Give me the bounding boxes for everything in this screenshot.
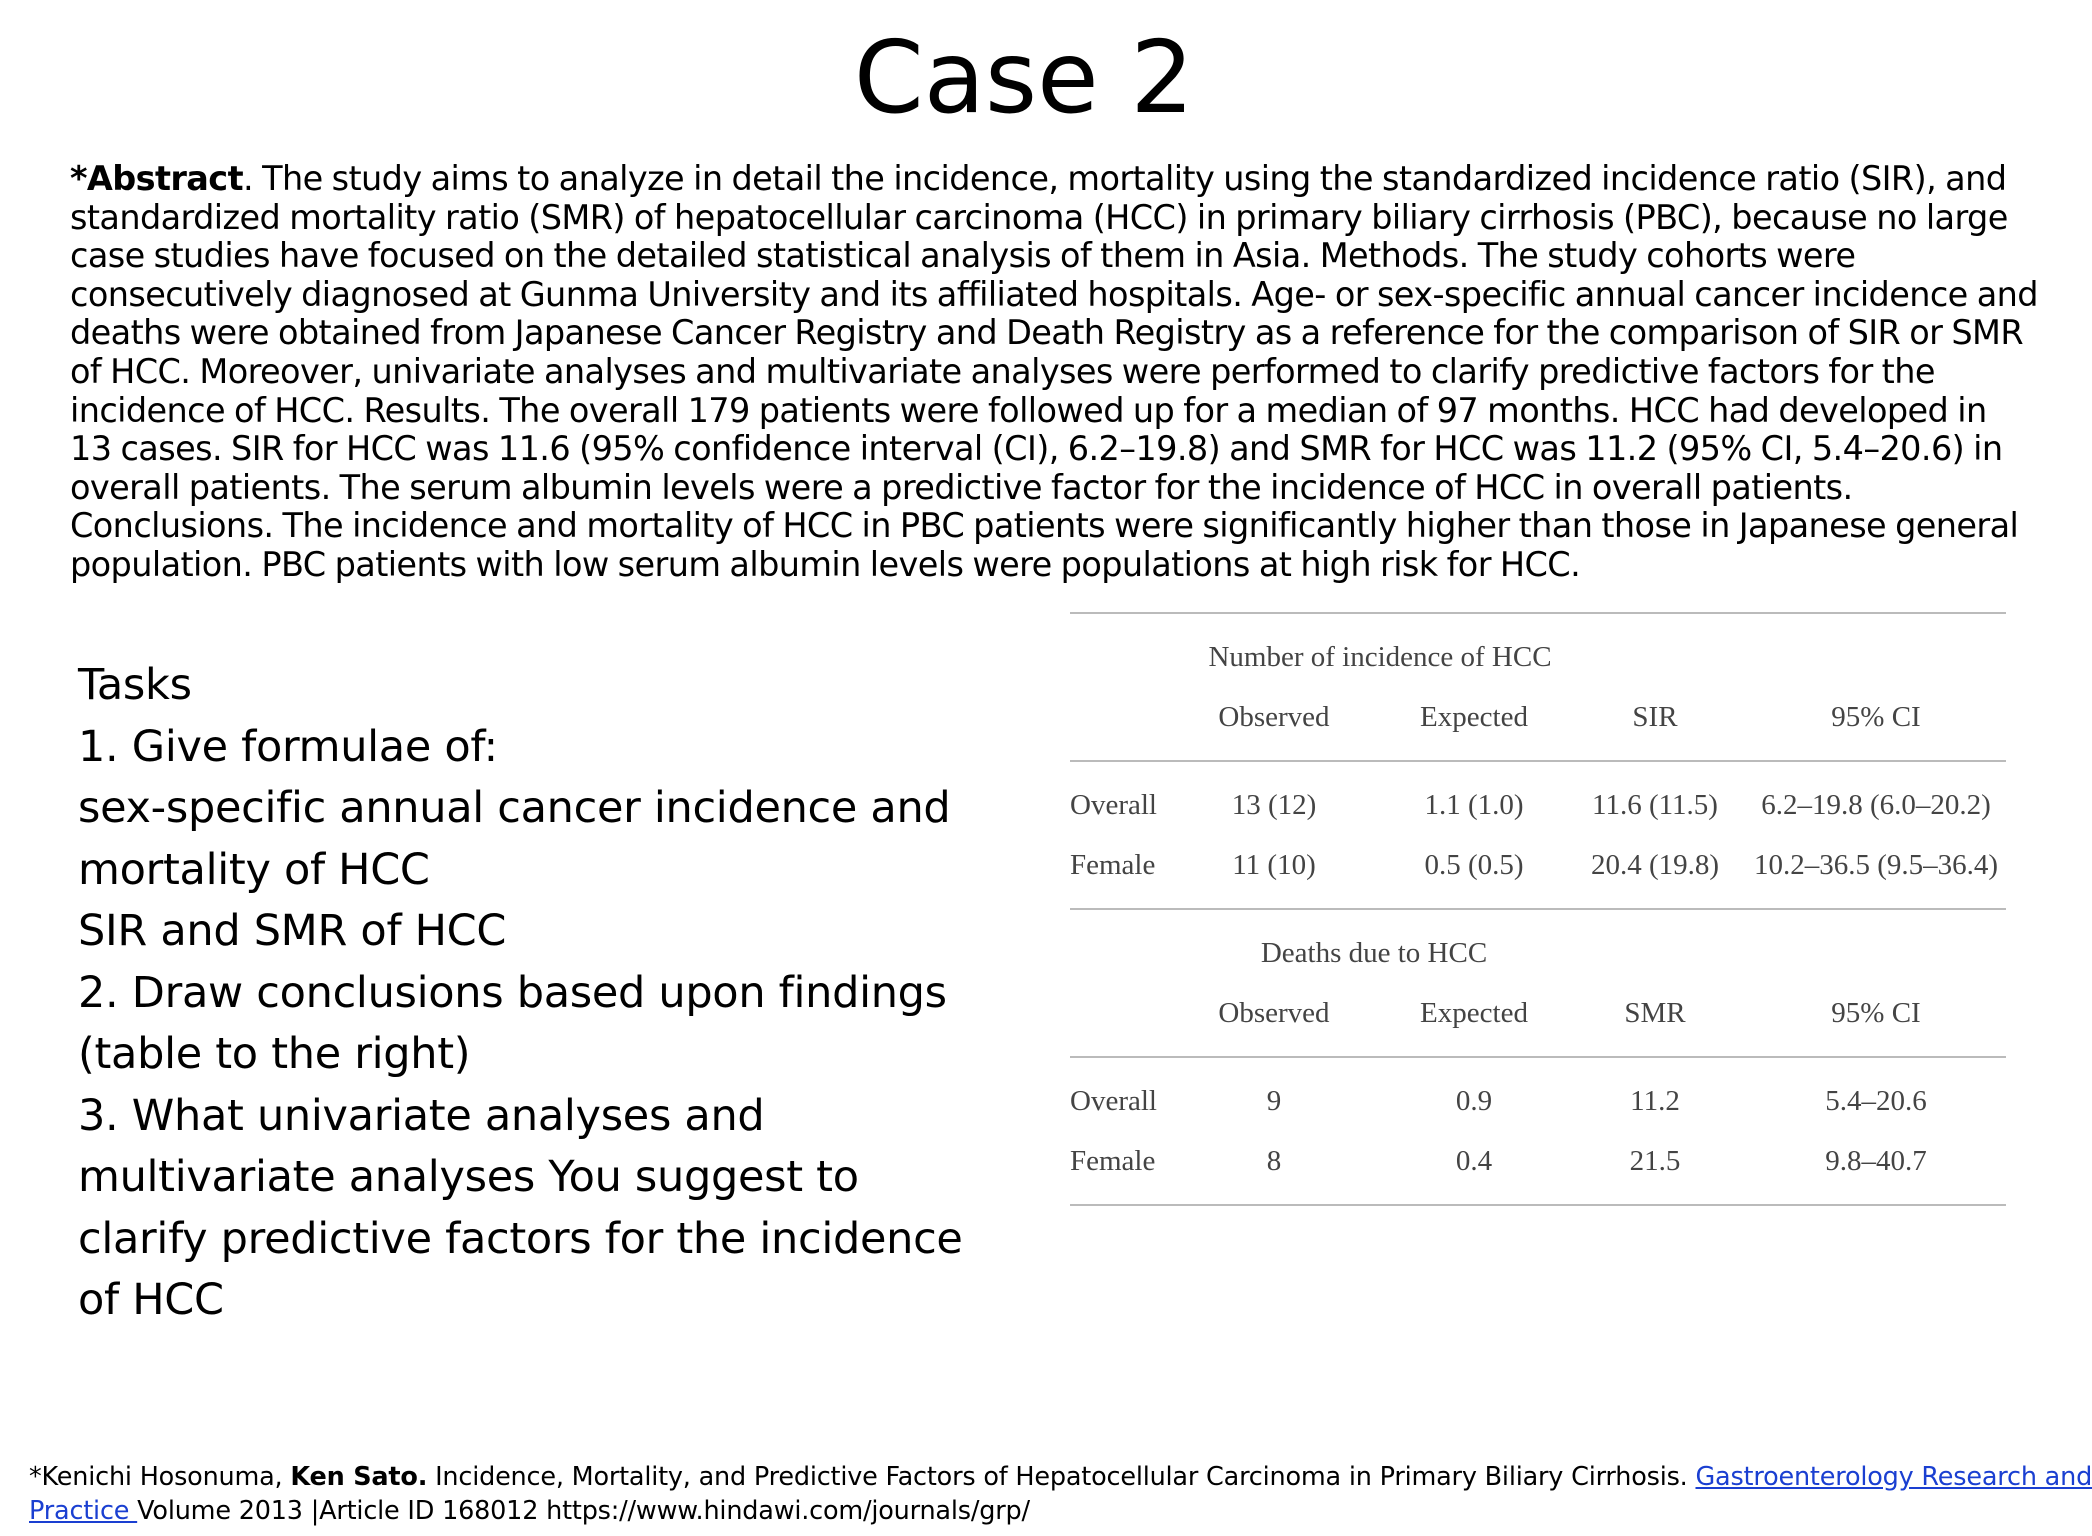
abstract-line: overall patients. The serum albumin levels were a predictive factor for the incidence of HCC in overall patients. — [70, 467, 1853, 507]
task-line: SIR and SMR of HCC — [78, 906, 507, 956]
column-header-expected: Expected — [1420, 701, 1528, 733]
abstract-line: consecutively diagnosed at Gunma University and its affiliated hospitals. Age- or sex-specific annual cancer incidence and — [70, 274, 2038, 314]
table-cell: 9.8–40.7 — [1825, 1145, 1927, 1177]
abstract-line: of HCC. Moreover, univariate analyses and multivariate analyses were performed to clarify predictive factors for the — [70, 351, 1935, 391]
table-cell: 1.1 (1.0) — [1424, 789, 1524, 821]
abstract-line: case studies have focused on the detailed statistical analysis of them in Asia. Methods. The study cohorts were — [70, 236, 1856, 276]
row-label-overall: Overall — [1070, 1085, 1157, 1117]
task-line: (table to the right) — [78, 1029, 471, 1079]
table-cell: 11.6 (11.5) — [1592, 789, 1718, 821]
deaths-section-header: Deaths due to HCC — [1260, 937, 1488, 969]
column-header-observed: Observed — [1218, 701, 1330, 733]
citation-footnote — [29, 1460, 2092, 1528]
task-line: mortality of HCC — [78, 844, 430, 895]
table-cell: 6.2–19.8 (6.0–20.2) — [1761, 789, 1991, 821]
slide-title: Case 2 — [853, 19, 1195, 136]
abstract-paragraph — [70, 159, 2038, 585]
table-cell: 11 (10) — [1232, 849, 1316, 881]
table-cell: 21.5 — [1629, 1145, 1681, 1177]
row-label-overall: Overall — [1070, 789, 1157, 821]
citation-line: Practice Volume 2013 |Article ID 168012 https://www.hindawi.com/journals/grp/ — [29, 1496, 1030, 1526]
task-line: 3. What univariate analyses and — [78, 1090, 765, 1141]
tasks-heading: Tasks — [78, 660, 192, 710]
table-cell: 10.2–36.5 (9.5–36.4) — [1753, 849, 1999, 881]
table-cell: 0.5 (0.5) — [1424, 849, 1524, 881]
tasks-list — [78, 655, 978, 1332]
table-rule-top — [1070, 612, 2006, 614]
table-cell: 8 — [1266, 1145, 1282, 1177]
table-rule — [1070, 1056, 2006, 1058]
table-cell: 0.9 — [1455, 1085, 1493, 1117]
task-line: clarify predictive factors for the incidence — [78, 1213, 963, 1264]
table-cell: 0.4 — [1455, 1145, 1493, 1177]
task-line: 1. Give formulae of: — [78, 721, 498, 772]
table-rule-bottom — [1070, 1204, 2006, 1206]
abstract-line: deaths were obtained from Japanese Cancer Registry and Death Registry as a reference for the comparison of SIR or SMR — [70, 313, 2024, 353]
incidence-section-header: Number of incidence of HCC — [1208, 641, 1552, 673]
table-cell: 11.2 — [1630, 1085, 1680, 1117]
citation-author: Ken Sato. — [290, 1462, 428, 1492]
abstract-line: Conclusions. The incidence and mortality of HCC in PBC patients were significantly higher than those in Japanese general — [70, 506, 2019, 546]
row-label-female: Female — [1070, 849, 1156, 881]
abstract-label: *Abstract — [70, 159, 243, 198]
journal-link[interactable]: Gastroenterology Research and — [1695, 1462, 2092, 1492]
table-cell: 9 — [1266, 1085, 1282, 1117]
abstract-line: 13 cases. SIR for HCC was 11.6 (95% confidence interval (CI), 6.2–19.8) and SMR for HCC was 11.2 (95% CI, 5.4–20.6) in — [70, 429, 2003, 469]
task-line: 2. Draw conclusions based upon findings — [78, 967, 947, 1018]
column-header-sir: SIR — [1632, 701, 1678, 733]
citation-line: *Kenichi Hosonuma, Ken Sato. Incidence, Mortality, and Predictive Factors of Hepatocellular Carcinoma in Primary Biliary Cirrhosis. Gastroenterology Research and — [29, 1462, 2092, 1492]
abstract-line: incidence of HCC. Results. The overall 179 patients were followed up for a median of 97 months. HCC had developed in — [70, 390, 1987, 430]
abstract-line: population. PBC patients with low serum albumin levels were populations at high risk for HCC. — [70, 544, 1581, 584]
task-line: multivariate analyses You suggest to — [78, 1152, 859, 1202]
column-header-expected: Expected — [1420, 997, 1528, 1029]
column-header-ci: 95% CI — [1831, 701, 1921, 733]
abstract-line: *Abstract. The study aims to analyze in detail the incidence, mortality using the standardized incidence ratio (SIR), and — [70, 159, 2007, 198]
table-rule — [1070, 908, 2006, 910]
table-cell: 20.4 (19.8) — [1590, 849, 1720, 881]
table-cell: 13 (12) — [1231, 789, 1317, 821]
task-line: sex-specific annual cancer incidence and — [78, 783, 951, 833]
results-table — [1070, 612, 2006, 1212]
row-label-female: Female — [1070, 1145, 1156, 1177]
column-header-observed: Observed — [1218, 997, 1330, 1029]
table-rule — [1070, 760, 2006, 762]
task-line: of HCC — [78, 1275, 224, 1325]
abstract-line: standardized mortality ratio (SMR) of hepatocellular carcinoma (HCC) in primary biliary cirrhosis (PBC), because no large — [70, 197, 2008, 237]
column-header-ci: 95% CI — [1831, 997, 1921, 1029]
table-cell: 5.4–20.6 — [1825, 1085, 1927, 1117]
column-header-smr: SMR — [1624, 997, 1686, 1029]
journal-link[interactable]: Practice — [29, 1496, 138, 1526]
